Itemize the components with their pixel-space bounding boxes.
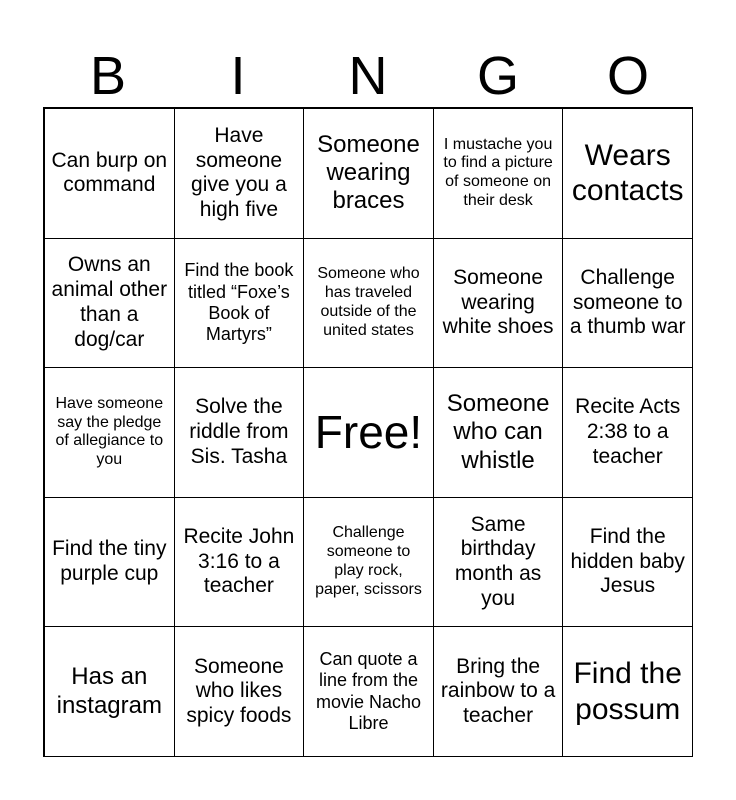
bingo-cell[interactable]: Has an instagram bbox=[44, 626, 175, 757]
bingo-cell[interactable]: Same birthday month as you bbox=[433, 497, 564, 628]
bingo-cell[interactable]: Wears contacts bbox=[562, 108, 693, 239]
bingo-cell[interactable]: Find the possum bbox=[562, 626, 693, 757]
bingo-cell[interactable]: I mustache you to find a picture of someone on their desk bbox=[433, 108, 564, 239]
bingo-grid bbox=[43, 107, 693, 757]
bingo-cell[interactable]: Recite John 3:16 to a teacher bbox=[174, 497, 305, 628]
bingo-cell[interactable]: Have someone say the pledge of allegiance to you bbox=[44, 367, 175, 498]
bingo-cell[interactable]: Recite Acts 2:38 to a teacher bbox=[562, 367, 693, 498]
bingo-cell[interactable]: Find the hidden baby Jesus bbox=[562, 497, 693, 628]
header-letter-n: N bbox=[348, 46, 388, 106]
bingo-cell[interactable]: Bring the rainbow to a teacher bbox=[433, 626, 564, 757]
bingo-cell[interactable]: Someone who likes spicy foods bbox=[174, 626, 305, 757]
bingo-cell[interactable]: Owns an animal other than a dog/car bbox=[44, 238, 175, 369]
bingo-cell[interactable]: Find the book titled “Foxe’s Book of Martyrs” bbox=[174, 238, 305, 369]
bingo-cell[interactable]: Solve the riddle from Sis. Tasha bbox=[174, 367, 305, 498]
header-letter-i: I bbox=[230, 46, 246, 106]
free-space[interactable]: Free! bbox=[303, 367, 434, 498]
bingo-cell[interactable]: Someone who can whistle bbox=[433, 367, 564, 498]
bingo-cell[interactable]: Someone who has traveled outside of the united states bbox=[303, 238, 434, 369]
bingo-cell[interactable]: Challenge someone to play rock, paper, scissors bbox=[303, 497, 434, 628]
header-letter-b: B bbox=[89, 46, 127, 106]
bingo-cell[interactable]: Can quote a line from the movie Nacho Libre bbox=[303, 626, 434, 757]
bingo-header bbox=[43, 46, 693, 106]
header-letter-o: O bbox=[606, 46, 649, 106]
bingo-cell[interactable]: Find the tiny purple cup bbox=[44, 497, 175, 628]
bingo-cell[interactable]: Can burp on command bbox=[44, 108, 175, 239]
bingo-cell[interactable]: Someone wearing white shoes bbox=[433, 238, 564, 369]
bingo-cell[interactable]: Have someone give you a high five bbox=[174, 108, 305, 239]
header-letter-g: G bbox=[476, 46, 519, 106]
bingo-cell[interactable]: Challenge someone to a thumb war bbox=[562, 238, 693, 369]
bingo-cell[interactable]: Someone wearing braces bbox=[303, 108, 434, 239]
